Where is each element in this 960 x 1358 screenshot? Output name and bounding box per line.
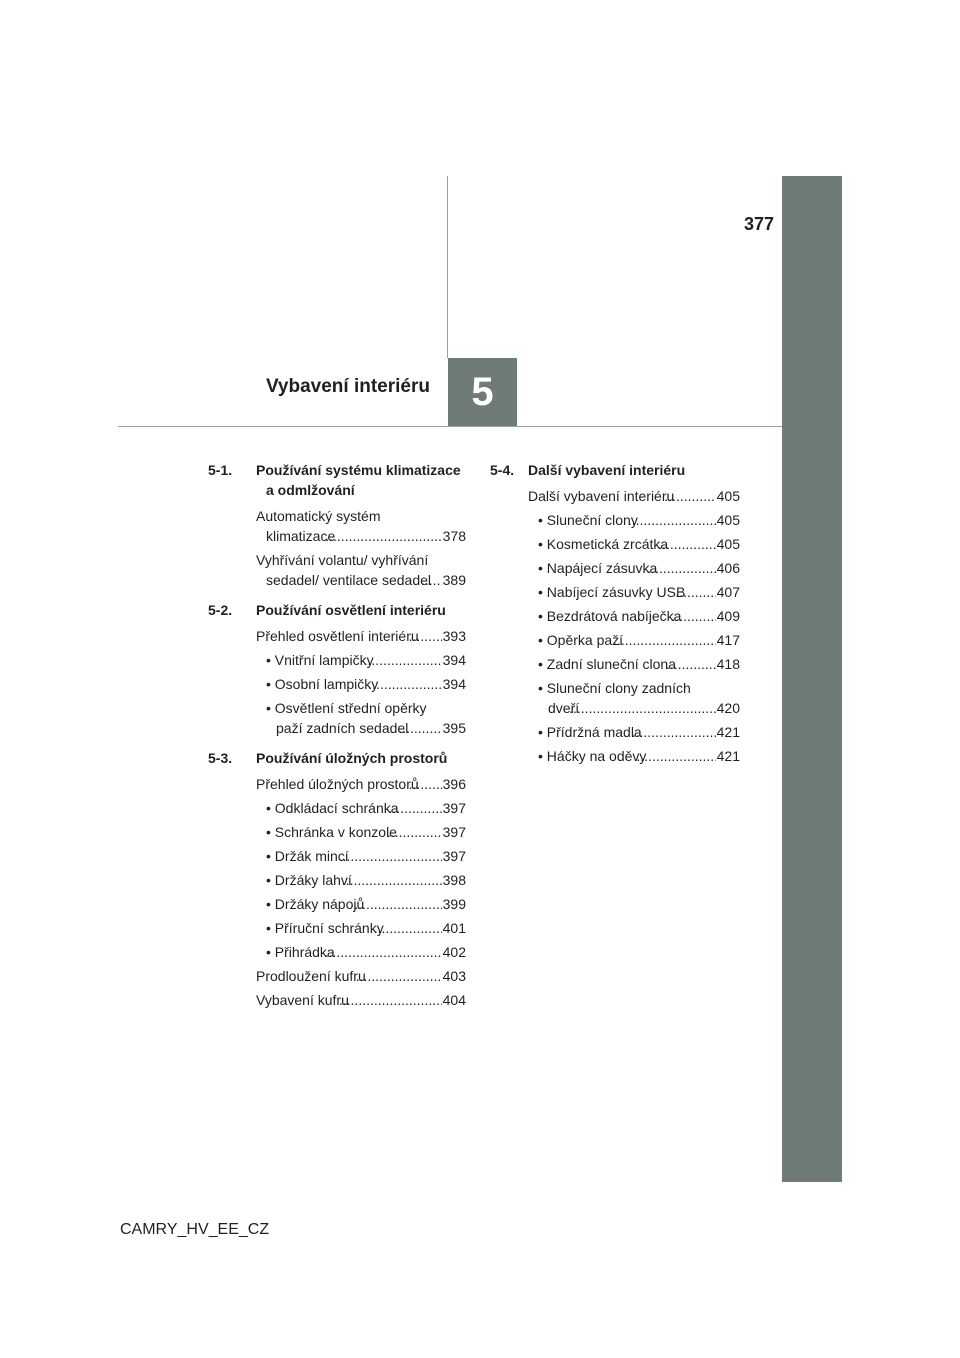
header-vertical-rule <box>447 176 448 358</box>
section-number: 5-3. <box>208 750 233 766</box>
toc-entry-page: 421 <box>716 724 740 740</box>
toc-entry-page: 389 <box>442 572 466 588</box>
toc-entry-text: • Přídržná madla <box>538 724 642 740</box>
toc-entry-page: 395 <box>442 720 466 736</box>
toc-entry[interactable] <box>256 774 466 794</box>
toc-entry-text: • Sluneční clony <box>538 512 638 528</box>
toc-entry-page: 403 <box>442 968 466 984</box>
toc-entry-page: 394 <box>442 652 466 668</box>
toc-entry-page: 397 <box>442 848 466 864</box>
toc-entry[interactable] <box>538 606 740 626</box>
toc-entry[interactable] <box>266 918 466 938</box>
toc-entry[interactable] <box>256 990 466 1010</box>
toc-entry-text: • Háčky na oděvy <box>538 748 647 764</box>
toc-entry[interactable] <box>528 486 740 506</box>
toc-entry[interactable] <box>266 798 466 818</box>
toc-entry-page: 420 <box>716 700 740 716</box>
toc-entry-text: Vybavení kufru <box>256 992 349 1008</box>
chapter-title: Vybavení interiéru <box>265 376 430 397</box>
toc-entry[interactable] <box>266 674 466 694</box>
toc-entry-page: 404 <box>442 992 466 1008</box>
toc-entry-text: Přehled úložných prostorů <box>256 776 419 792</box>
toc-entry-text: • Zadní sluneční clona <box>538 656 676 672</box>
toc-entry[interactable] <box>538 630 740 650</box>
toc-entry-text: Prodloužení kufru <box>256 968 366 984</box>
toc-entry-text: • Napájecí zásuvka <box>538 560 658 576</box>
chapter-number-box: 5 <box>448 358 517 427</box>
toc-entry-page: 421 <box>716 748 740 764</box>
toc-entry-page: 397 <box>442 800 466 816</box>
toc-column-right <box>490 460 740 770</box>
toc-entry-text: • Kosmetická zrcátka <box>538 536 669 552</box>
toc-entry[interactable] <box>266 822 466 842</box>
toc-entry[interactable] <box>538 746 740 766</box>
toc-entry-text: • Osvětlení střední opěrky paží zadních sedadel <box>266 700 427 736</box>
toc-entry-page: 405 <box>716 512 740 528</box>
toc-entry[interactable] <box>538 558 740 578</box>
toc-entry-page: 406 <box>716 560 740 576</box>
toc-entry-page: 398 <box>442 872 466 888</box>
section-number: 5-4. <box>490 462 515 478</box>
toc-section-5-2[interactable] <box>208 600 466 620</box>
toc-entry[interactable] <box>538 534 740 554</box>
toc-section-5-4[interactable] <box>490 460 740 480</box>
toc-entry[interactable] <box>256 966 466 986</box>
chapter-side-tab <box>782 176 842 1182</box>
toc-entry-text: • Držáky nápojů <box>266 896 365 912</box>
toc-entry-page: 402 <box>442 944 466 960</box>
toc-entry-page: 399 <box>442 896 466 912</box>
toc-entry[interactable] <box>266 942 466 962</box>
document-code-footer: CAMRY_HV_EE_CZ <box>120 1221 270 1238</box>
toc-entry-text: Automatický systém klimatizace <box>256 508 381 544</box>
toc-entry[interactable] <box>266 870 466 890</box>
page-number: 377 <box>743 214 774 234</box>
toc-entry[interactable] <box>538 654 740 674</box>
toc-entry-text: • Nabíjecí zásuvky USB <box>538 584 686 600</box>
toc-entry-text: • Osobní lampičky <box>266 676 379 692</box>
toc-entry-text: • Přihrádka <box>266 944 335 960</box>
toc-entry[interactable] <box>266 894 466 914</box>
toc-entry-page: 405 <box>716 488 740 504</box>
toc-entry-page: 407 <box>716 584 740 600</box>
toc-entry-page: 401 <box>442 920 466 936</box>
toc-entry-page: 397 <box>442 824 466 840</box>
toc-entry-page: 393 <box>442 628 466 644</box>
toc-entry-text: Přehled osvětlení interiéru <box>256 628 419 644</box>
toc-section-5-1[interactable] <box>208 460 466 500</box>
toc-entry[interactable] <box>538 722 740 742</box>
toc-entry-text: • Držák mincí <box>266 848 349 864</box>
section-number: 5-1. <box>208 462 233 478</box>
toc-entry-text: • Sluneční clony zadních dveří <box>538 680 691 716</box>
header-horizontal-rule <box>118 426 782 427</box>
toc-entry[interactable] <box>538 678 740 718</box>
toc-entry[interactable] <box>256 550 466 590</box>
toc-section-5-3[interactable] <box>208 748 466 768</box>
section-title: Používání systému klimatizace a odmlžování <box>256 462 461 498</box>
toc-entry[interactable] <box>256 626 466 646</box>
toc-entry-text: • Opěrka paží <box>538 632 624 648</box>
section-title: Další vybavení interiéru <box>528 462 686 478</box>
toc-entry-text: • Bezdrátová nabíječka <box>538 608 682 624</box>
toc-entry-page: 409 <box>716 608 740 624</box>
toc-entry-text: • Držáky lahví <box>266 872 352 888</box>
toc-entry-page: 378 <box>442 528 466 544</box>
section-title: Používání úložných prostorů <box>256 750 448 766</box>
section-title: Používání osvětlení interiéru <box>256 602 446 618</box>
toc-entry[interactable] <box>266 698 466 738</box>
toc-entry-text: • Příruční schránky <box>266 920 384 936</box>
toc-entry[interactable] <box>538 582 740 602</box>
toc-entry[interactable] <box>256 506 466 546</box>
toc-entry-page: 394 <box>442 676 466 692</box>
toc-entry-text: • Schránka v konzole <box>266 824 397 840</box>
toc-entry-page: 396 <box>442 776 466 792</box>
toc-entry[interactable] <box>266 846 466 866</box>
toc-entry[interactable] <box>266 650 466 670</box>
toc-entry-text: Další vybavení interiéru <box>528 488 675 504</box>
toc-entry[interactable] <box>538 510 740 530</box>
toc-entry-page: 417 <box>716 632 740 648</box>
section-number: 5-2. <box>208 602 233 618</box>
toc-column-left <box>208 460 466 1014</box>
toc-entry-text: Vyhřívání volantu/ vyhřívání sedadel/ ventilace sedadel <box>256 552 432 588</box>
toc-entry-page: 418 <box>716 656 740 672</box>
toc-entry-text: • Vnitřní lampičky <box>266 652 374 668</box>
toc-entry-page: 405 <box>716 536 740 552</box>
toc-entry-text: • Odkládací schránka <box>266 800 399 816</box>
